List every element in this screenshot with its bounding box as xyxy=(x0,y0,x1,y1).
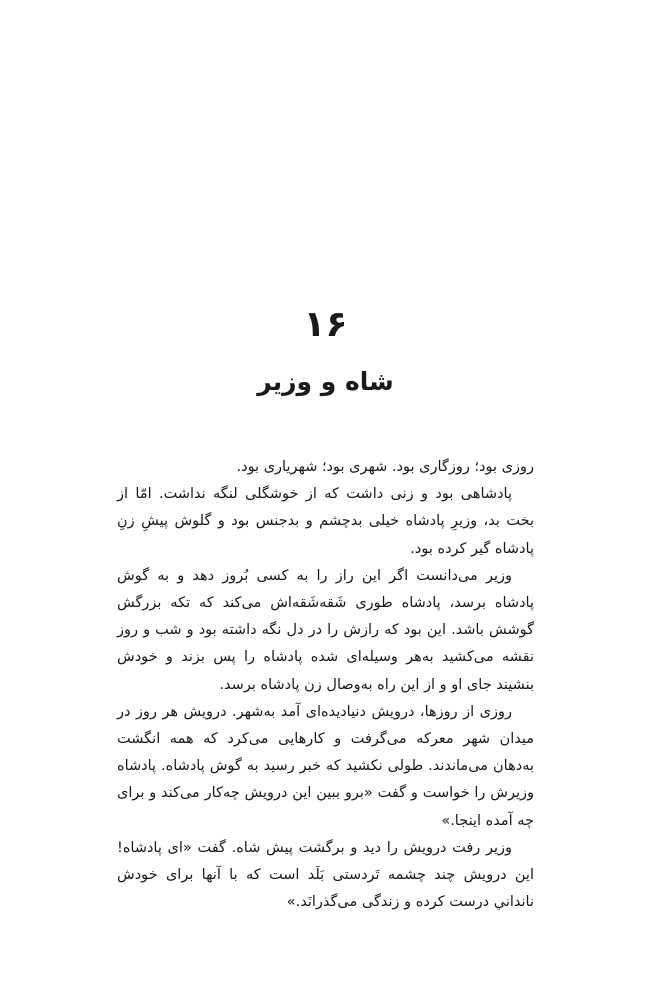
paragraph-1: روزی بود؛ روزگاری بود. شهری بود؛ شهریاری بود. xyxy=(236,459,534,475)
paragraph-5: وزیر رفت درویش را دید و برگشت پیش شاه. گفت «ای پادشاه! این درویش چند چشمه تَردستی بَلَد است که با آنها برای خودش نانداني درست کرده و زندگی می‌گذرانَد.» xyxy=(117,839,534,911)
paragraph-4: روزی از روزها، درویش دنیادیده‌ای آمد به‌شهر. درویش هر روز در میدان شهر معرکه می‌گرفت و کارهایی می‌کرد که همه انگشت به‌دهان می‌ماندند. طولی نکشید که خبر رسید به گوش پادشاه. پادشاه وزیرش را خواست و گفت «برو ببین این درویش چه‌کار می‌کند و برای چه آمده اینجا.» xyxy=(117,703,534,829)
chapter-body xyxy=(117,454,534,916)
paragraph-3: وزیر می‌دانست اگر این راز را به کسی بُروز دهد و به گوش پادشاه برسد، پادشاه طوری شَقه‌شَقه‌اش می‌کند که تکه بزرگش گوشش باشد. این بود که رازش را در دل نگه داشته بود و شب و روز نقشه می‌کشید به‌هر وسیله‌ای شده پادشاه را پس بزند و خودش بنشیند جای او و از این راه به‌وصال زن پادشاه برسد. xyxy=(117,567,534,693)
chapter-number: ۱۶ xyxy=(303,304,348,345)
paragraph-2: پادشاهی بود و زنی داشت که از خوشگلی لنگه نداشت. امّا از بخت بد، وزیرِ پادشاه خیلی بدچشم و بدجنس بود و گلوش پیشِ زنِ پادشاه گیر کرده بود. xyxy=(117,486,534,557)
chapter-title: شاه و وزیر xyxy=(257,367,394,396)
